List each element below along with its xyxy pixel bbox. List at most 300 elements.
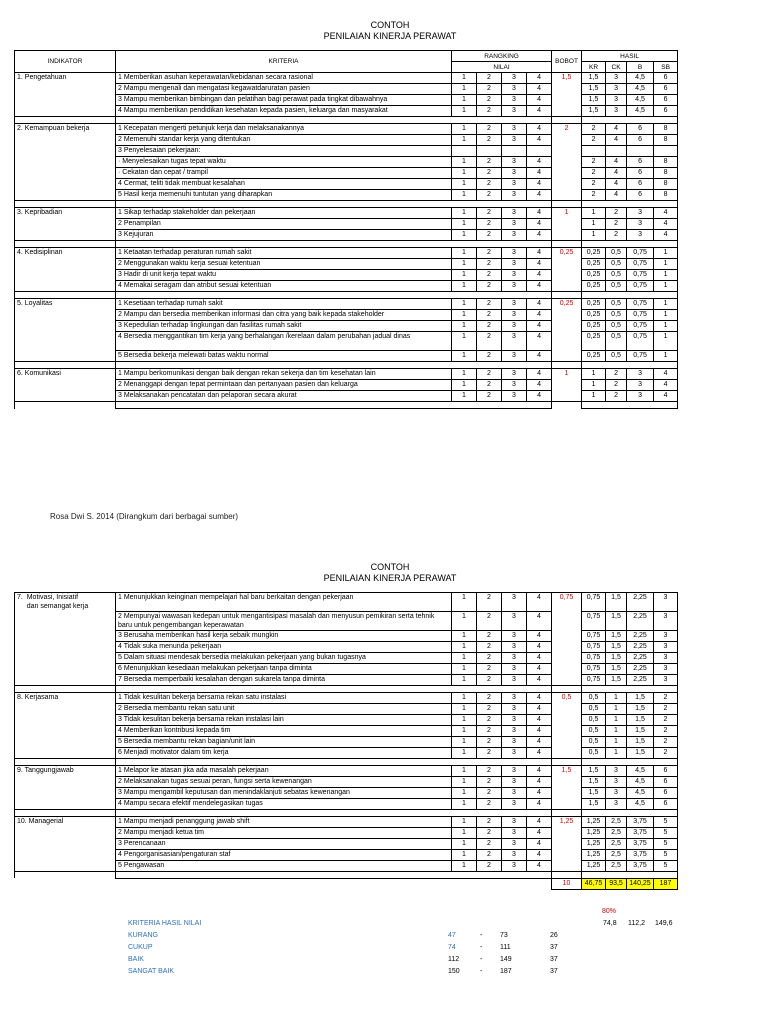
nilai-cell: 4 <box>527 230 552 241</box>
nilai-cell: 1 <box>452 106 477 117</box>
hasil-cell: 4,5 <box>627 776 654 787</box>
hasil-cell: 1 <box>654 332 678 351</box>
indicator-cell <box>15 259 116 270</box>
hasil-cell: 0,5 <box>582 747 606 758</box>
nilai-cell: 1 <box>452 611 477 630</box>
nilai-cell: 1 <box>452 310 477 321</box>
hasil-cell: 0,25 <box>582 299 606 310</box>
table-row <box>15 391 678 402</box>
hasil-cell: 0,75 <box>582 663 606 674</box>
nilai-cell: 2 <box>477 332 502 351</box>
criteria-text: 6 Menunjukkan kesediaan melakukan pekerjaan tanpa diminta <box>116 663 452 674</box>
nilai-cell: 4 <box>527 281 552 292</box>
hasil-cell: 4,5 <box>627 765 654 776</box>
criteria-dash: - <box>480 956 483 963</box>
hasil-cell: 0,5 <box>606 321 627 332</box>
indicator-cell <box>15 703 116 714</box>
hasil-cell: 0,5 <box>582 725 606 736</box>
hasil-cell: 3 <box>627 230 654 241</box>
table-row <box>15 270 678 281</box>
hasil-cell: 3 <box>606 787 627 798</box>
hasil-cell: 0,75 <box>582 674 606 685</box>
nilai-cell: 2 <box>477 674 502 685</box>
criteria-text: 2 Bersedia membantu rekan satu unit <box>116 703 452 714</box>
hasil-cell: 0,5 <box>606 351 627 362</box>
spacer-cell <box>582 758 678 765</box>
nilai-cell: 1 <box>452 714 477 725</box>
table-row <box>15 860 678 871</box>
table-row <box>15 747 678 758</box>
nilai-cell: 3 <box>502 380 527 391</box>
page2-title-line1: CONTOH <box>370 562 410 572</box>
bobot-cell <box>552 380 582 391</box>
hasil-cell: 6 <box>627 190 654 201</box>
nilai-cell: 4 <box>527 208 552 219</box>
table-row <box>15 95 678 106</box>
nilai-cell: 2 <box>477 816 502 827</box>
spacer-cell <box>15 241 116 248</box>
hasil-cell: 8 <box>654 179 678 190</box>
indicator-cell <box>15 736 116 747</box>
nilai-cell: 2 <box>477 641 502 652</box>
hasil-cell: 0,25 <box>582 351 606 362</box>
nilai-cell: 1 <box>452 168 477 179</box>
hasil-cell: 4 <box>606 124 627 135</box>
nilai-cell: 1 <box>452 248 477 259</box>
bobot-value: 0,25 <box>552 299 582 310</box>
hasil-cell: 2 <box>582 168 606 179</box>
hasil-cell: 0,5 <box>606 281 627 292</box>
nilai-cell: 3 <box>502 816 527 827</box>
nilai-cell: 2 <box>477 611 502 630</box>
criteria-text: 2 Menanggapi dengan tepat permintaan dan pertanyaan pasien dan keluarga <box>116 380 452 391</box>
hasil-cell: 3 <box>606 73 627 84</box>
nilai-cell: 3 <box>502 725 527 736</box>
nilai-cell: 3 <box>502 776 527 787</box>
criteria-text: 3 Mampu mengambil keputusan dan menindaklanjuti sebatas kewenangan <box>116 787 452 798</box>
hasil-cell: 2 <box>654 747 678 758</box>
spacer-cell <box>116 758 552 765</box>
hasil-cell: 1 <box>582 380 606 391</box>
spacer-cell <box>552 758 582 765</box>
bobot-cell <box>552 146 582 157</box>
hasil-cell: 1 <box>582 369 606 380</box>
hasil-cell: 3,75 <box>627 860 654 871</box>
indicator-cell <box>15 179 116 190</box>
spacer-cell <box>582 241 678 248</box>
spacer-cell <box>552 402 582 409</box>
nilai-cell: 4 <box>527 380 552 391</box>
nilai-cell: 2 <box>477 270 502 281</box>
bobot-value: 0,25 <box>552 248 582 259</box>
hasil-cell: 3 <box>606 765 627 776</box>
hasil-cell: 1,25 <box>582 860 606 871</box>
hasil-cell: 1,5 <box>627 703 654 714</box>
nilai-cell: 3 <box>502 259 527 270</box>
table-row <box>15 714 678 725</box>
nilai-cell: 3 <box>502 765 527 776</box>
indicator-cell <box>15 106 116 117</box>
criteria-range: 26 <box>550 932 558 939</box>
nilai-cell: 2 <box>477 630 502 641</box>
hasil-cell: 3 <box>654 674 678 685</box>
hasil-cell: 0,75 <box>582 652 606 663</box>
nilai-cell: 3 <box>502 652 527 663</box>
table-row <box>15 190 678 201</box>
nilai-cell: 1 <box>452 736 477 747</box>
indicator-cell <box>15 391 116 402</box>
nilai-cell: 3 <box>502 849 527 860</box>
bobot-cell <box>552 663 582 674</box>
hasil-cell: 2 <box>582 179 606 190</box>
nilai-cell: 4 <box>527 95 552 106</box>
nilai-cell: 2 <box>477 168 502 179</box>
total-empty <box>15 878 552 889</box>
hasil-cell: 5 <box>654 860 678 871</box>
criteria-text: 1 Ketaatan terhadap peraturan rumah sakit <box>116 248 452 259</box>
nilai-cell: 3 <box>502 135 527 146</box>
hasil-cell: 0,75 <box>627 310 654 321</box>
nilai-cell: 3 <box>502 692 527 703</box>
nilai-cell: 3 <box>502 321 527 332</box>
nilai-cell: 2 <box>477 725 502 736</box>
hasil-cell: 1,5 <box>582 84 606 95</box>
nilai-cell: 2 <box>477 135 502 146</box>
indicator-label-line2: dan semangat kerja <box>17 603 89 610</box>
nilai-cell: 4 <box>527 798 552 809</box>
spacer-cell <box>15 362 116 369</box>
bobot-cell <box>552 168 582 179</box>
indicator-cell <box>15 84 116 95</box>
nilai-cell: 3 <box>502 310 527 321</box>
hasil-cell: 6 <box>654 95 678 106</box>
spacer-cell <box>116 362 552 369</box>
nilai-cell: 3 <box>502 230 527 241</box>
table-row <box>15 157 678 168</box>
header-ck: CK <box>606 62 627 73</box>
table-row <box>15 593 678 612</box>
page2-title <box>300 562 480 584</box>
criteria-text: 1 Sikap terhadap stakeholder dan pekerjaan <box>116 208 452 219</box>
nilai-cell: 1 <box>452 674 477 685</box>
criteria-text: 5 Bersedia bekerja melewati batas waktu normal <box>116 351 452 362</box>
criteria-label: SANGAT BAIK <box>128 968 175 975</box>
nilai-cell: 1 <box>452 765 477 776</box>
bobot-cell <box>552 259 582 270</box>
hasil-cell: 4 <box>654 369 678 380</box>
hasil-cell: 0,5 <box>582 692 606 703</box>
nilai-cell: 1 <box>452 179 477 190</box>
nilai-cell: 4 <box>527 157 552 168</box>
hasil-cell: 4,5 <box>627 787 654 798</box>
nilai-cell: 3 <box>502 351 527 362</box>
hasil-cell: 1 <box>606 714 627 725</box>
criteria-dash: - <box>480 944 483 951</box>
nilai-cell: 3 <box>502 95 527 106</box>
nilai-cell: 4 <box>527 351 552 362</box>
criteria-text: 1 Melapor ke atasan jika ada masalah pekerjaan <box>116 765 452 776</box>
nilai-cell: 4 <box>527 611 552 630</box>
hasil-cell: 1,5 <box>627 725 654 736</box>
nilai-cell: 1 <box>452 630 477 641</box>
criteria-dash: - <box>480 968 483 975</box>
bobot-value: 1,5 <box>552 73 582 84</box>
spacer-cell <box>582 685 678 692</box>
hasil-cell: 5 <box>654 816 678 827</box>
bobot-cell <box>552 787 582 798</box>
nilai-cell: 3 <box>502 714 527 725</box>
bobot-cell <box>552 674 582 685</box>
nilai-cell: 1 <box>452 652 477 663</box>
nilai-cell: 2 <box>477 73 502 84</box>
total-bobot: 10 <box>552 878 582 889</box>
table-row <box>15 765 678 776</box>
hasil-cell: 2 <box>582 157 606 168</box>
hasil-cell: 4 <box>606 190 627 201</box>
table-row <box>15 124 678 135</box>
nilai-cell: 2 <box>477 765 502 776</box>
hasil-cell: 6 <box>627 179 654 190</box>
page1-title-line1: CONTOH <box>370 20 410 30</box>
indicator-label <box>15 593 116 612</box>
nilai-cell: 1 <box>452 84 477 95</box>
nilai-cell: 4 <box>527 299 552 310</box>
nilai-cell: 2 <box>477 84 502 95</box>
criteria-text: · Menyelesaikan tugas tepat waktu <box>116 157 452 168</box>
nilai-cell: 1 <box>452 391 477 402</box>
hasil-cell: 8 <box>654 168 678 179</box>
hasil-cell: 0,5 <box>606 310 627 321</box>
hasil-cell <box>606 146 627 157</box>
bobot-value: 1,5 <box>552 765 582 776</box>
hasil-cell: 0,75 <box>627 299 654 310</box>
nilai-cell: 3 <box>502 299 527 310</box>
nilai-cell: 3 <box>502 736 527 747</box>
nilai-cell: 1 <box>452 725 477 736</box>
criteria-text: 5 Dalam situasi mendesak bersedia melakukan pekerjaan yang bukan tugasnya <box>116 652 452 663</box>
nilai-cell: 1 <box>452 73 477 84</box>
spacer-cell <box>582 871 678 878</box>
nilai-cell: 3 <box>502 106 527 117</box>
hasil-cell: 1,5 <box>606 593 627 612</box>
hasil-cell: 1 <box>606 736 627 747</box>
nilai-cell: 1 <box>452 190 477 201</box>
hasil-cell: 0,75 <box>582 641 606 652</box>
criteria-dash: - <box>480 932 483 939</box>
table-row <box>15 663 678 674</box>
bobot-cell <box>552 190 582 201</box>
nilai-cell: 4 <box>527 179 552 190</box>
nilai-cell: 3 <box>502 168 527 179</box>
indicator-cell <box>15 157 116 168</box>
indicator-label: 6. Komunikasi <box>15 369 116 380</box>
nilai-cell: 3 <box>502 248 527 259</box>
threshold-value-3: 149,6 <box>655 920 673 927</box>
hasil-cell: 3 <box>654 641 678 652</box>
hasil-cell: 1,5 <box>606 611 627 630</box>
nilai-cell: 4 <box>527 652 552 663</box>
spacer-cell <box>582 201 678 208</box>
nilai-cell <box>477 146 502 157</box>
hasil-cell: 3 <box>606 84 627 95</box>
hasil-cell: 1 <box>606 692 627 703</box>
hasil-cell: 0,5 <box>606 270 627 281</box>
table-row <box>15 219 678 230</box>
nilai-cell: 3 <box>502 391 527 402</box>
nilai-cell: 1 <box>452 208 477 219</box>
criteria-text: 4 Tidak suka menunda pekerjaan <box>116 641 452 652</box>
nilai-cell: 1 <box>452 321 477 332</box>
table-row <box>15 310 678 321</box>
table-row <box>15 208 678 219</box>
spacer-cell <box>15 685 116 692</box>
bobot-cell <box>552 736 582 747</box>
table-row <box>15 135 678 146</box>
header-b: B <box>627 62 654 73</box>
indicator-cell <box>15 787 116 798</box>
spacer-cell <box>582 809 678 816</box>
hasil-cell: 2 <box>606 369 627 380</box>
hasil-cell: 2,25 <box>627 593 654 612</box>
hasil-cell: 0,5 <box>606 332 627 351</box>
hasil-cell: 2 <box>606 230 627 241</box>
hasil-cell: 0,5 <box>606 259 627 270</box>
nilai-cell: 1 <box>452 135 477 146</box>
nilai-cell: 1 <box>452 219 477 230</box>
nilai-cell: 2 <box>477 838 502 849</box>
indicator-cell <box>15 281 116 292</box>
table-row <box>15 736 678 747</box>
hasil-cell: 4,5 <box>627 73 654 84</box>
hasil-cell: 0,25 <box>582 321 606 332</box>
nilai-cell: 4 <box>527 310 552 321</box>
table-row <box>15 641 678 652</box>
criteria-range: 37 <box>550 944 558 951</box>
hasil-cell: 4,5 <box>627 95 654 106</box>
spacer-cell <box>552 241 582 248</box>
hasil-cell: 3 <box>606 106 627 117</box>
spacer-cell <box>116 201 552 208</box>
spacer-cell <box>15 871 116 878</box>
hasil-cell: 2 <box>654 692 678 703</box>
nilai-cell: 2 <box>477 787 502 798</box>
criteria-label: BAIK <box>128 956 144 963</box>
hasil-cell: 2 <box>654 725 678 736</box>
nilai-cell: 3 <box>502 674 527 685</box>
spacer-cell <box>15 117 116 124</box>
criteria-text: 4 Memberikan kontribusi kepada tim <box>116 725 452 736</box>
nilai-cell: 1 <box>452 369 477 380</box>
hasil-cell: 2,5 <box>606 860 627 871</box>
indicator-cell <box>15 849 116 860</box>
nilai-cell: 3 <box>502 798 527 809</box>
table-row <box>15 652 678 663</box>
nilai-cell: 1 <box>452 124 477 135</box>
bobot-cell <box>552 714 582 725</box>
nilai-cell: 4 <box>527 73 552 84</box>
nilai-cell: 3 <box>502 332 527 351</box>
criteria-text: 3 Tidak kesulitan bekerja bersama rekan instalasi lain <box>116 714 452 725</box>
nilai-cell: 3 <box>502 703 527 714</box>
spacer-cell <box>15 292 116 299</box>
indicator-label: 10. Managerial <box>15 816 116 827</box>
spacer-cell <box>15 402 116 409</box>
table-row <box>15 798 678 809</box>
spacer-cell <box>552 117 582 124</box>
hasil-cell: 1,25 <box>582 838 606 849</box>
bobot-value: 1 <box>552 208 582 219</box>
table-row <box>15 725 678 736</box>
percent-label: 80% <box>602 908 617 915</box>
hasil-cell: 1 <box>654 310 678 321</box>
nilai-cell: 4 <box>527 849 552 860</box>
nilai-cell: 3 <box>502 593 527 612</box>
table-row <box>15 776 678 787</box>
indicator-cell <box>15 838 116 849</box>
hasil-cell: 1 <box>582 219 606 230</box>
spacer-cell <box>116 809 552 816</box>
indicator-cell <box>15 725 116 736</box>
nilai-cell: 4 <box>527 248 552 259</box>
hasil-cell: 1,5 <box>627 747 654 758</box>
hasil-cell: 2 <box>582 190 606 201</box>
nilai-cell: 4 <box>527 860 552 871</box>
nilai-cell: 1 <box>452 332 477 351</box>
hasil-cell: 0,75 <box>582 611 606 630</box>
nilai-cell: 1 <box>452 380 477 391</box>
table-row <box>15 611 678 630</box>
spacer-cell <box>15 758 116 765</box>
nilai-cell: 2 <box>477 106 502 117</box>
hasil-cell: 5 <box>654 849 678 860</box>
bobot-cell <box>552 351 582 362</box>
spacer-cell <box>582 292 678 299</box>
hasil-cell: 6 <box>654 106 678 117</box>
nilai-cell: 1 <box>452 95 477 106</box>
spacer-cell <box>116 685 552 692</box>
hasil-cell: 8 <box>654 190 678 201</box>
spacer-cell <box>552 201 582 208</box>
hasil-cell: 3 <box>606 776 627 787</box>
hasil-cell: 1 <box>582 208 606 219</box>
header-indikator: INDIKATOR <box>15 51 116 73</box>
criteria-label: CUKUP <box>128 944 153 951</box>
bobot-cell <box>552 135 582 146</box>
hasil-cell: 1 <box>654 299 678 310</box>
bobot-cell <box>552 95 582 106</box>
nilai-cell: 3 <box>502 787 527 798</box>
indicator-label-line1: 7. Motivasi, Inisiatif <box>17 594 79 601</box>
bobot-cell <box>552 84 582 95</box>
hasil-cell: 3,75 <box>627 838 654 849</box>
criteria-text: · Cekatan dan cepat / trampil <box>116 168 452 179</box>
nilai-cell: 3 <box>502 827 527 838</box>
criteria-text: 7 Bersedia memperbaiki kesalahan dengan sukarela tanpa diminta <box>116 674 452 685</box>
hasil-cell: 4 <box>606 168 627 179</box>
indicator-cell <box>15 270 116 281</box>
page2-title-line2: PENILAIAN KINERJA PERAWAT <box>323 573 457 583</box>
hasil-cell: 8 <box>654 124 678 135</box>
hasil-cell: 1 <box>654 270 678 281</box>
hasil-cell: 1,5 <box>582 776 606 787</box>
hasil-cell: 0,75 <box>627 259 654 270</box>
nilai-cell: 4 <box>527 168 552 179</box>
bobot-cell <box>552 827 582 838</box>
table-row <box>15 73 678 84</box>
indicator-cell <box>15 630 116 641</box>
hasil-cell: 2,5 <box>606 838 627 849</box>
nilai-cell: 4 <box>527 124 552 135</box>
